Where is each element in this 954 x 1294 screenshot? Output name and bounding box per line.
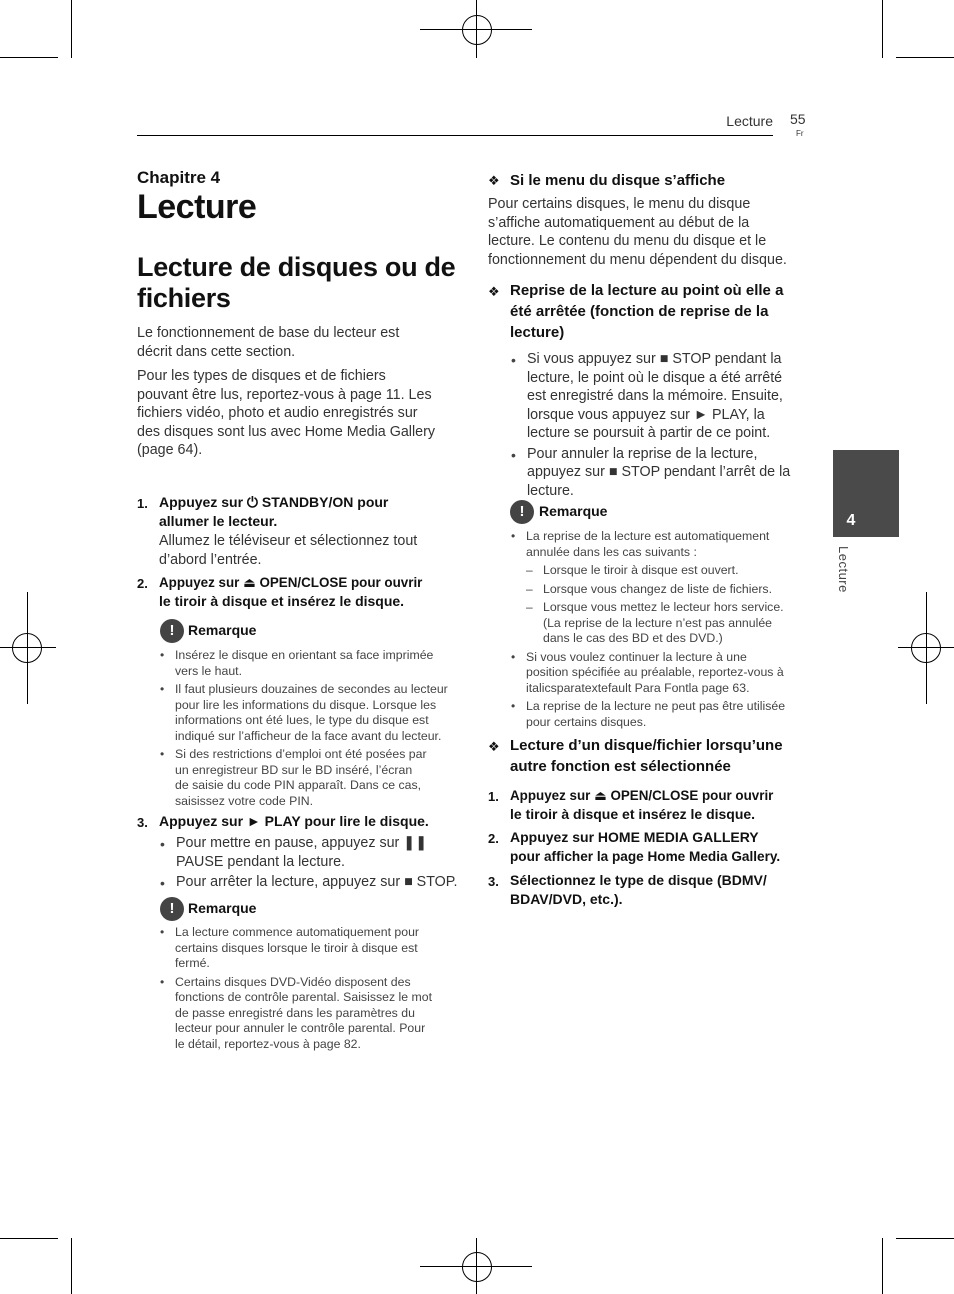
diamond-bullet-icon: ❖ [488, 284, 500, 299]
text-line: fonctions de contrôle parental. Saisissez le mot [175, 990, 433, 1004]
text-line: vers le haut. [175, 663, 242, 678]
bullet-icon: • [160, 836, 165, 852]
text-line: Si vous voulez continuer la lecture à une [526, 649, 747, 664]
bullet-icon: • [160, 747, 165, 761]
text-line: des disques sont lus avec Home Media Gallery [137, 423, 435, 440]
step-text-line: BDAV/DVD, etc.). [510, 891, 623, 907]
step-text-line: Appuyez sur ⏏ OPEN/CLOSE pour ouvrir [510, 788, 774, 803]
text-line: italicsparatextefault Para Fontla page 63. [526, 680, 750, 695]
text-line: Si des restrictions d’emploi ont été posées par [175, 747, 427, 761]
text-line: autre fonction est sélectionnée [510, 758, 731, 775]
chapter-title: Lecture [137, 188, 257, 226]
note-title: Remarque [539, 503, 608, 519]
list-item [510, 445, 810, 501]
text-line: pour certains disques. [526, 714, 647, 729]
list-item [511, 699, 811, 730]
text-line: Si vous appuyez sur ■ STOP pendant la [527, 351, 782, 367]
list-item [159, 873, 464, 892]
text-line: Pour arrêter la lecture, appuyez sur ■ STOP. [176, 874, 458, 890]
warning-icon: ! [160, 897, 184, 921]
text-line: appuyez sur ■ STOP pendant l’arrêt de la [527, 464, 791, 480]
text-line: certains disques lorsque le tiroir à disque est [175, 940, 418, 955]
text-line: Certains disques DVD-Vidéo disposent des [175, 974, 411, 989]
step-text-line: Appuyez sur HOME MEDIA GALLERY [510, 829, 759, 845]
language-code: Fr [796, 129, 804, 138]
right-step-3 [510, 871, 815, 909]
bullet-icon: • [160, 925, 165, 939]
step-1-detail [159, 532, 469, 569]
bullet-icon: • [511, 446, 516, 463]
text-line: lecture) [510, 324, 565, 341]
bullet-icon: • [511, 352, 516, 368]
text-line: indiqué sur l’afficheur de la face avant du lecteur. [175, 728, 442, 743]
text-line: lecture. Le contenu du menu du disque et le [488, 233, 767, 249]
text-line: dans le cas des BD et des DVD.) [543, 631, 723, 645]
dash-item [511, 582, 811, 598]
right-step-1 [510, 786, 815, 824]
section-title-line-1: Lecture de disques ou de [137, 252, 456, 282]
text-line: d’abord l’entrée. [159, 551, 262, 568]
bullet-icon: • [160, 974, 165, 989]
text-line: fichiers vidéo, photo et audio enregistrés sur [137, 405, 418, 421]
text-line: informations ont été lues, le type du disque est [175, 713, 429, 727]
intro-paragraph-1 [137, 324, 457, 361]
list-item [160, 747, 460, 809]
text-line: lecture, le point où le disque a été arrêté [527, 369, 783, 386]
text-line: Pour mettre en pause, appuyez sur ❚❚ [176, 835, 428, 851]
text-line: annulée dans les cas suivants : [526, 544, 697, 559]
resume-list [510, 350, 810, 500]
list-item [160, 925, 460, 972]
text-line: été arrêtée (fonction de reprise de la [510, 303, 769, 320]
step-text-line: le tiroir à disque et insérez le disque. [159, 593, 405, 609]
crop-mark [896, 1238, 954, 1239]
step-1 [159, 493, 469, 531]
bullet-icon: • [511, 649, 516, 664]
dash-item [511, 563, 811, 579]
step-3: Appuyez sur ► PLAY pour lire le disque. [159, 813, 429, 829]
dash-icon: – [526, 581, 533, 596]
text-line: fermé. [175, 956, 210, 970]
text-line: s’affiche automatiquement au début de la [488, 214, 750, 231]
text-line: Allumez le téléviseur et sélectionnez tout [159, 533, 418, 549]
list-item [160, 682, 460, 744]
text-line: Lorsque vous mettez le lecteur hors service. [543, 600, 784, 614]
list-item [160, 648, 460, 679]
text-line: un enregistreur BD sur le BD inséré, l’écran [175, 762, 413, 777]
step-text-line: Appuyez sur ⏏ OPEN/CLOSE pour ouvrir [159, 575, 423, 590]
step-3-list [159, 834, 464, 892]
step-text-line: Appuyez sur ⏻ STANDBY/ON pour [159, 494, 389, 510]
crop-mark [71, 1238, 72, 1294]
text-line: décrit dans cette section. [137, 343, 296, 360]
text-line: fonctionnement du menu dépendent du disque. [488, 251, 787, 268]
step-2 [159, 573, 469, 611]
note-title: Remarque [188, 622, 257, 638]
running-header-section: Lecture [726, 113, 773, 129]
text-line: lecteur pour annuler le contrôle parental. Pour [175, 1021, 426, 1035]
note-title: Remarque [188, 900, 257, 916]
text-line: saisissez votre code PIN. [175, 793, 314, 808]
note-2-list [160, 925, 460, 1052]
text-line: de passe enregistré dans les paramètres du [175, 1005, 415, 1020]
text-line: Lecture d’un disque/fichier lorsqu’une [510, 737, 783, 754]
text-line: Pour les types de disques et de fichiers [137, 368, 386, 384]
text-line: de saisie du code PIN apparaît. Dans ce cas, [175, 778, 422, 792]
text-line: position spécifiée au préalable, reportez-vous à [526, 665, 784, 679]
dash-icon: – [526, 600, 533, 614]
diamond-bullet-icon: ❖ [488, 173, 500, 188]
step-number: 1. [137, 496, 148, 511]
text-line: Lorsque vous changez de liste de fichiers. [543, 581, 772, 596]
step-text-line: pour afficher la page Home Media Gallery. [510, 849, 781, 864]
step-number: 3. [137, 815, 148, 830]
list-item [160, 975, 460, 1053]
text-line: La reprise de la lecture est automatiquement [526, 529, 770, 543]
list-item [159, 834, 464, 871]
bullet-icon: • [160, 648, 165, 662]
text-line: Le fonctionnement de base du lecteur est [137, 325, 400, 341]
warning-icon: ! [160, 619, 184, 643]
text-line: Reprise de la lecture au point où elle a [510, 282, 784, 299]
section-title-line-2: fichiers [137, 283, 231, 313]
step-number: 1. [488, 789, 499, 804]
dash-item [511, 600, 811, 647]
step-text-line: allumer le lecteur. [159, 513, 278, 529]
text-line: La reprise de la lecture ne peut pas être utilisée [526, 699, 786, 713]
dash-icon: – [526, 563, 533, 577]
text-line: La lecture commence automatiquement pour [175, 925, 420, 939]
crop-mark [882, 1238, 883, 1294]
text-line: pour lire les informations du disque. Lorsque les [175, 697, 437, 712]
chapter-label: Chapitre 4 [137, 168, 221, 187]
chapter-tab-label: Lecture [836, 546, 851, 593]
header-rule [137, 135, 773, 136]
text-line: lorsque vous appuyez sur ► PLAY, la [527, 406, 765, 423]
right-step-2 [510, 828, 815, 866]
text-line: (La reprise de la lecture n’est pas annulée [543, 615, 772, 630]
text-line: pouvant être lus, reportez-vous à page 11. Les [137, 386, 432, 403]
disc-menu-paragraph [488, 195, 813, 269]
step-number: 3. [488, 874, 499, 889]
step-number: 2. [488, 831, 499, 846]
text-line: PAUSE pendant la lecture. [176, 853, 346, 870]
subheading-other-function [510, 735, 815, 777]
list-item [511, 650, 811, 697]
text-line: Pour annuler la reprise de la lecture, [527, 445, 758, 462]
crop-mark [896, 57, 954, 58]
note-3-list [511, 529, 811, 730]
text-line: (page 64). [137, 442, 203, 458]
text-line: Il faut plusieurs douzaines de secondes au lecteur [175, 682, 448, 696]
step-text-line: Sélectionnez le type de disque (BDMV/ [510, 872, 767, 888]
text-line: est enregistré dans la mémoire. Ensuite, [527, 388, 783, 404]
bullet-icon: • [511, 529, 516, 543]
bullet-icon: • [160, 875, 165, 891]
list-item [511, 529, 811, 560]
text-line: lecture se poursuit à partir de ce point. [527, 425, 771, 441]
bullet-icon: • [160, 682, 165, 696]
text-line: lecture. [527, 482, 574, 499]
page-number: 55 [790, 111, 806, 127]
bullet-icon: • [511, 699, 516, 713]
chapter-tab-number: 4 [846, 512, 856, 529]
text-line: Pour certains disques, le menu du disque [488, 196, 751, 212]
list-item [510, 350, 810, 443]
text-line: Lorsque le tiroir à disque est ouvert. [543, 563, 739, 577]
crop-mark [71, 0, 72, 58]
crop-mark [0, 1238, 58, 1239]
subheading-disc-menu: Si le menu du disque s’affiche [510, 172, 726, 189]
step-number: 2. [137, 576, 148, 591]
crop-mark [0, 57, 58, 58]
note-1-list [160, 648, 460, 809]
text-line: le détail, reportez-vous à page 82. [175, 1036, 361, 1051]
subheading-resume [510, 280, 810, 343]
diamond-bullet-icon: ❖ [488, 739, 500, 754]
crop-mark [882, 0, 883, 58]
intro-paragraph-2 [137, 367, 462, 460]
text-line: Insérez le disque en orientant sa face imprimée [175, 648, 434, 662]
step-text-line: le tiroir à disque et insérez le disque. [510, 806, 756, 822]
warning-icon: ! [510, 500, 534, 524]
